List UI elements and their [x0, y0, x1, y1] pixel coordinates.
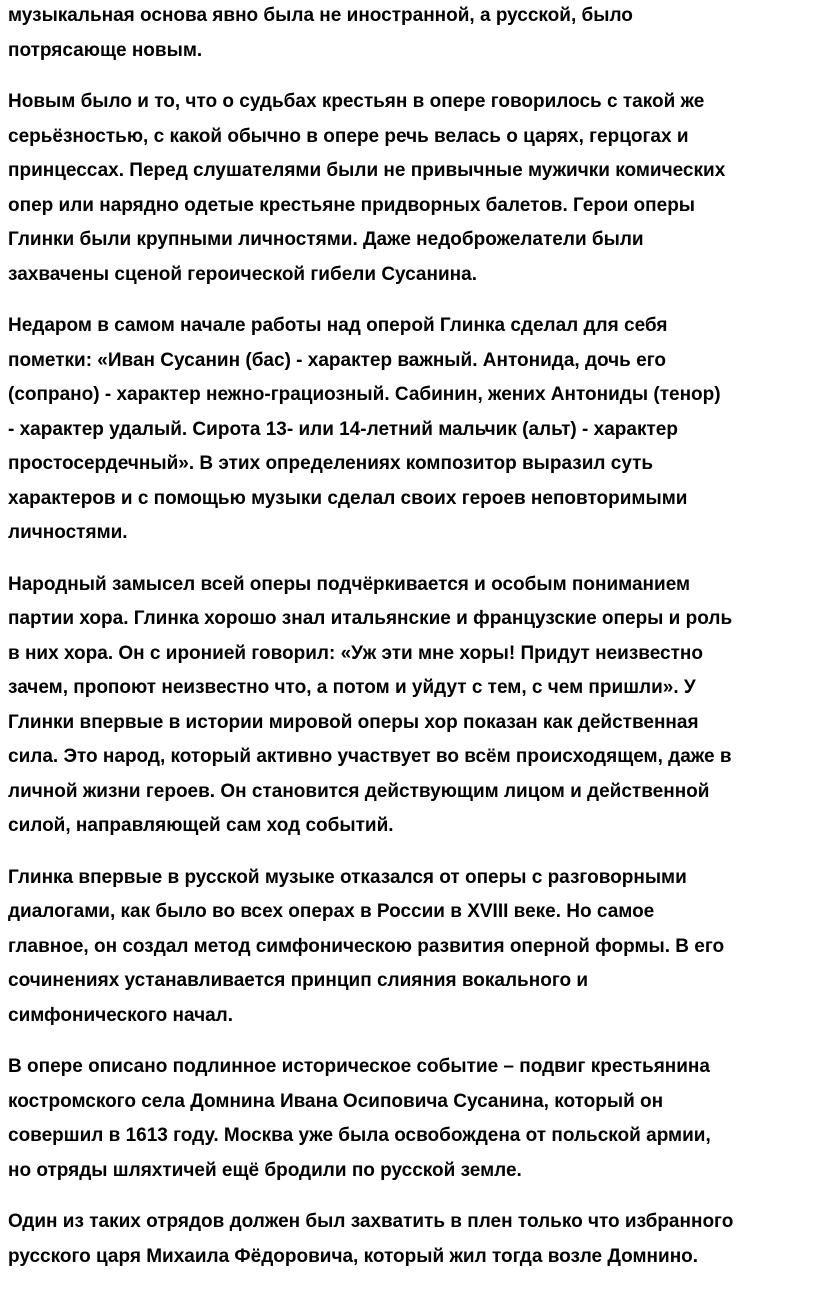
paragraph-history [8, 1050, 816, 1188]
text-line: костромского села Домнина Ивана Осиповича Сусанина, который он [8, 1090, 664, 1112]
text-line: принцессах. Перед слушателями были не привычные мужички комических [8, 160, 726, 181]
text-line: русского царя Михаила Фёдоровича, который жил тогда возле Домнино. [8, 1245, 699, 1267]
text-line: захвачены сценой героической гибели Сусанина. [8, 263, 477, 285]
text-line: но отряды шляхтичей ещё бродили по русской земле. [8, 1159, 522, 1181]
text-line: партии хора. Глинка хорошо знал итальянские и французские оперы и роль [8, 608, 733, 629]
text-line: Народный замысел всей оперы подчёркивается и особым пониманием [8, 573, 691, 595]
text-line: Глинки впервые в истории мировой оперы хор показан как действенная [8, 711, 699, 733]
paragraph-tsar [8, 1205, 816, 1274]
paragraph-characters [8, 309, 816, 551]
text-line: (сопрано) - характер нежно-грациозный. Сабинин, жених Антониды (тенор) [8, 384, 721, 405]
text-line: - характер удалый. Сирота 13- или 14-летний мальчик (альт) - характер [8, 418, 678, 440]
text-line: диалогами, как было во всех операх в России в XVIII веке. Но самое [8, 901, 655, 922]
text-line: главное, он создал метод симфоническою развития оперной формы. В его [8, 935, 725, 957]
text-line: совершил в 1613 году. Москва уже была освобождена от польской армии, [8, 1125, 711, 1146]
paragraph-chorus [8, 568, 816, 844]
paragraph-opening [8, 0, 816, 68]
text-line: характеров и с помощью музыки сделал своих героев неповторимыми [8, 487, 688, 509]
paragraph-peasants [8, 85, 816, 292]
text-line: серьёзностью, с какой обычно в опере речь велась о царях, герцогах и [8, 125, 689, 147]
text-line: сила. Это народ, который активно участвует во всём происходящем, даже в [8, 746, 732, 767]
document-page [8, 0, 816, 1291]
text-line: потрясающе новым. [8, 39, 203, 61]
text-line: опер или нарядно одетые крестьяне придворных балетов. Герои оперы [8, 194, 696, 216]
text-line: пометки: «Иван Сусанин (бас) - характер важный. Антонида, дочь его [8, 349, 666, 371]
text-line: в них хора. Он с иронией говорил: «Уж эти мне хоры! Придут неизвестно [8, 642, 704, 664]
text-line: силой, направляющей сам ход событий. [8, 815, 394, 836]
paragraph-symphonic [8, 861, 816, 1034]
text-line: личной жизни героев. Он становится действующим лицом и действенной [8, 780, 710, 802]
text-line: Недаром в самом начале работы над оперой Глинка сделал для себя [8, 315, 668, 336]
text-line: Глинка впервые в русской музыке отказался от оперы с разговорными [8, 866, 687, 888]
text-line: сочинениях устанавливается принцип слияния вокального и [8, 970, 589, 991]
text-line: Глинки были крупными личностями. Даже недоброжелатели были [8, 229, 644, 250]
text-line: зачем, пропоют неизвестно что, а потом и уйдут с тем, с чем пришли». У [8, 677, 696, 698]
text-line: простосердечный». В этих определениях композитор выразил суть [8, 453, 654, 474]
text-line: Новым было и то, что о судьбах крестьян в опере говорилось с такой же [8, 91, 705, 112]
text-line: музыкальная основа явно была не иностранной, а русской, было [8, 5, 633, 26]
text-line: В опере описано подлинное историческое событие – подвиг крестьянина [8, 1056, 710, 1077]
text-line: личностями. [8, 522, 128, 543]
text-line: Один из таких отрядов должен был захватить в плен только что избранного [8, 1211, 734, 1232]
text-line: симфонического начал. [8, 1004, 234, 1026]
